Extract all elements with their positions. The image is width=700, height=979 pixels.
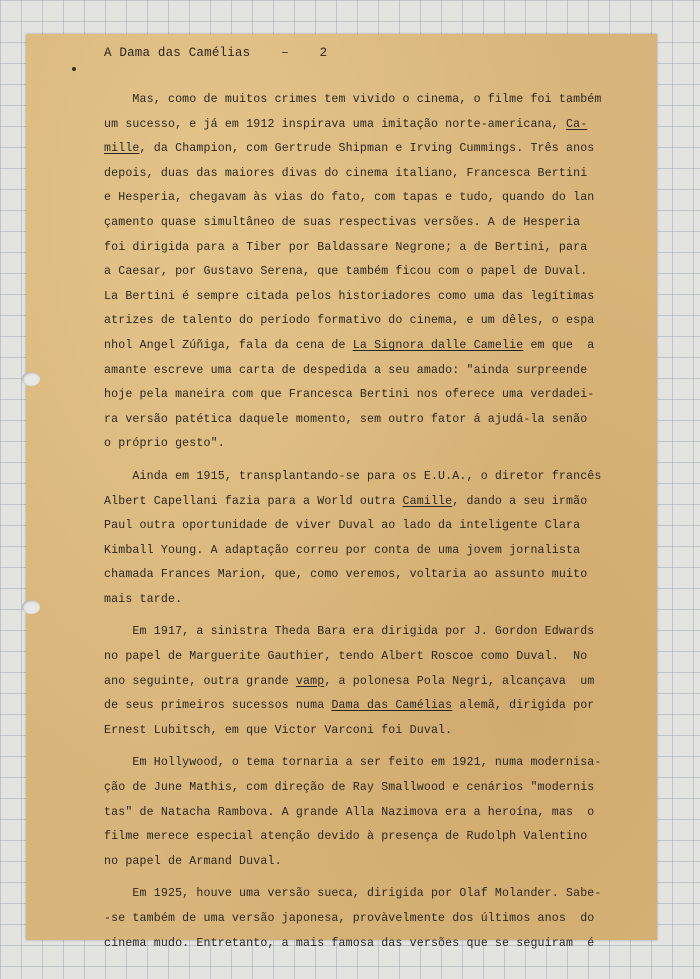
text-segment: Ernest Lubitsch, em que Victor Varconi foi Duval. <box>104 723 453 737</box>
text-line <box>104 850 624 875</box>
ink-spot <box>72 67 76 71</box>
text-segment: chamada Frances Marion, que, como veremos, voltaria ao assunto muito <box>104 568 588 582</box>
paragraph <box>104 882 624 956</box>
text-segment: tas" de Natacha Rambova. A grande Alla Nazimova era a heroína, mas o <box>104 805 595 819</box>
text-segment: -se também de uma versão japonesa, provàvelmente dos últimos anos do <box>104 912 595 925</box>
text-line <box>104 645 624 670</box>
text-line <box>104 285 624 310</box>
underlined-title: Camille <box>402 494 453 508</box>
text-segment: e Hesperia, chegavam às vias do fato, com tapas e tudo, quando do lan <box>104 191 595 205</box>
text-segment: no papel de Marguerite Gauthier, tendo Albert Roscoe como Duval. No <box>104 650 588 664</box>
text-segment: depois, duas das maiores divas do cinema italiano, Francesca Bertini <box>104 166 588 180</box>
text-line <box>104 825 624 850</box>
text-line <box>104 186 624 211</box>
paragraph-gap <box>104 612 624 620</box>
text-segment: Mas, como de muitos crimes tem vivido o cinema, o filme foi também <box>104 93 602 106</box>
text-segment: alemã, dirigida por <box>452 699 595 713</box>
punch-hole <box>22 600 40 614</box>
text-line <box>104 137 624 162</box>
text-line <box>104 465 624 490</box>
document-body <box>104 88 624 956</box>
page-number: 2 <box>319 46 328 60</box>
text-line <box>104 162 624 187</box>
text-segment: , da Champion, com Gertrude Shipman e Irving Cummings. Três anos <box>139 142 595 156</box>
paragraph-gap <box>104 457 624 465</box>
text-line <box>104 932 624 957</box>
paragraph <box>104 751 624 874</box>
typewritten-page <box>26 34 657 950</box>
text-segment: Em Hollywood, o tema tornaria a ser feito em 1921, numa modernisa- <box>104 756 602 770</box>
text-segment: no papel de Armand Duval. <box>104 854 282 868</box>
text-segment: Paul outra oportunidade de viver Duval ao lado da inteligente Clara <box>104 519 581 533</box>
punch-hole <box>22 372 40 386</box>
text-segment: atrizes de talento do período formativo do cinema, e um dêles, o espa <box>104 314 595 328</box>
text-segment: çamento quase simultâneo de suas respectivas versões. A de Hesperia <box>104 215 581 229</box>
text-segment: Albert Capellani fazia para a World outra <box>104 494 403 508</box>
underlined-title: Ca- <box>565 117 588 131</box>
text-line <box>104 490 624 515</box>
text-segment: Em 1917, a sinistra Theda Bara era dirigida por J. Gordon Edwards <box>104 625 595 639</box>
paragraph <box>104 620 624 743</box>
page-header <box>104 46 327 60</box>
text-line <box>104 907 624 932</box>
header-separator: – <box>281 46 289 60</box>
text-segment: cinema mudo. Entretanto, a mais famosa das versões que se seguiram é <box>104 936 595 950</box>
underlined-title: La Signora dalle Camelie <box>352 338 524 352</box>
text-line <box>104 514 624 539</box>
text-segment: o próprio gesto". <box>104 437 225 451</box>
text-segment: ano seguinte, outra grande <box>104 674 296 688</box>
text-segment: amante escreve uma carta de despedida a seu amado: "ainda surpreende <box>104 363 588 377</box>
text-line <box>104 408 624 433</box>
text-line <box>104 260 624 285</box>
text-line <box>104 359 624 384</box>
text-line <box>104 309 624 334</box>
underlined-title: Dama das Camélias <box>331 699 453 713</box>
text-line <box>104 432 624 457</box>
text-line <box>104 670 624 695</box>
text-segment: foi dirigida para a Tiber por Baldassare Negrone; a de Bertini, para <box>104 240 588 254</box>
paragraph-gap <box>104 743 624 751</box>
text-line <box>104 88 624 113</box>
underlined-title: vamp <box>295 674 325 688</box>
text-line <box>104 882 624 907</box>
paragraph-gap <box>104 874 624 882</box>
paragraph <box>104 465 624 613</box>
text-segment: , dando a seu irmão <box>452 494 588 508</box>
text-segment: ção de June Mathis, com direção de Ray Smallwood e cenários "modernis <box>104 781 595 795</box>
text-segment: ra versão patética daquele momento, sem outro fator á ajudá-la senão <box>104 412 588 426</box>
text-line <box>104 383 624 408</box>
text-segment: filme merece especial atenção devido à presença de Rudolph Valentino <box>104 830 588 844</box>
text-segment: , a polonesa Pola Negri, alcançava um <box>324 674 595 688</box>
text-segment: de seus primeiros sucessos numa <box>104 699 332 713</box>
text-line <box>104 211 624 236</box>
text-segment: hoje pela maneira com que Francesca Bertini nos oferece uma verdadei- <box>104 388 595 402</box>
text-line <box>104 801 624 826</box>
text-segment: Em 1925, houve uma versão sueca, dirigida por Olaf Molander. Sabe- <box>104 887 602 901</box>
text-line <box>104 236 624 261</box>
text-segment: Ainda em 1915, transplantando-se para os E.U.A., o diretor francês <box>104 469 602 483</box>
text-line <box>104 620 624 645</box>
text-segment: um sucesso, e já em 1912 inspirava uma imitação norte-americana, <box>104 117 566 131</box>
text-segment: La Bertini é sempre citada pelos historiadores como uma das legítimas <box>104 289 595 303</box>
text-line <box>104 776 624 801</box>
document-title: A Dama das Camélias <box>104 46 251 60</box>
text-segment: nhol Angel Zúñiga, fala da cena de <box>104 338 353 352</box>
text-line <box>104 539 624 564</box>
text-line <box>104 719 624 744</box>
text-segment: a Caesar, por Gustavo Serena, que também ficou com o papel de Duval. <box>104 265 588 279</box>
paragraph <box>104 88 624 457</box>
text-segment: em que a <box>523 338 595 352</box>
text-segment: Kimball Young. A adaptação correu por conta de uma jovem jornalista <box>104 543 581 557</box>
text-line <box>104 563 624 588</box>
text-line <box>104 751 624 776</box>
text-segment: mais tarde. <box>104 592 183 606</box>
text-line <box>104 588 624 613</box>
underlined-title: mille <box>104 142 140 156</box>
text-line <box>104 113 624 138</box>
text-line <box>104 334 624 359</box>
text-line <box>104 694 624 719</box>
